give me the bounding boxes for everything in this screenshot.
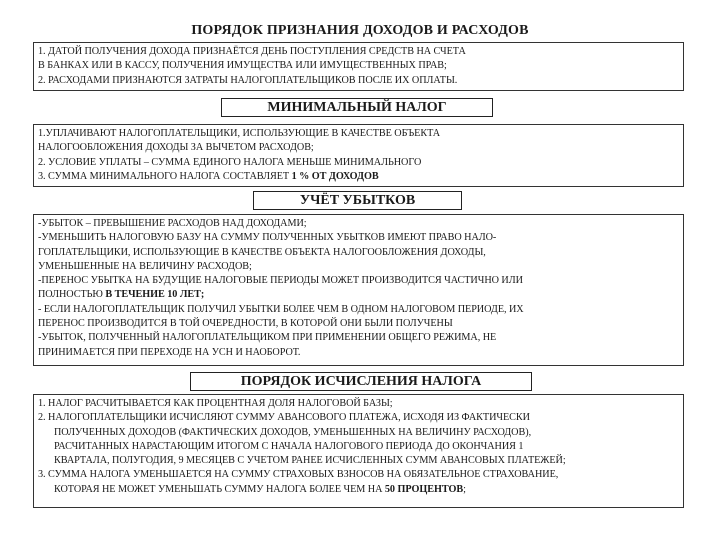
text-line: 1. ДАТОЙ ПОЛУЧЕНИЯ ДОХОДА ПРИЗНАЁТСЯ ДЕНЬ ПОСТУПЛЕНИЯ СРЕДСТВ НА СЧЕТА — [38, 46, 466, 57]
text-line: НАЛОГООБЛОЖЕНИЯ ДОХОДЫ ЗА ВЫЧЕТОМ РАСХОДОВ; — [38, 142, 314, 154]
text-line: В БАНКАХ ИЛИ В КАССУ, ПОЛУЧЕНИЯ ИМУЩЕСТВА ИЛИ ИМУЩЕСТВЕННЫХ ПРАВ; — [38, 60, 447, 72]
text-line: 3. СУММА НАЛОГА УМЕНЬШАЕТСЯ НА СУММУ СТРАХОВЫХ ВЗНОСОВ НА ОБЯЗАТЕЛЬНОЕ СТРАХОВАНИЕ, — [38, 469, 559, 481]
text-fragment: 3. СУММА МИНИМАЛЬНОГО НАЛОГА СОСТАВЛЯЕТ — [38, 170, 292, 182]
emphasis-text: 1 % ОТ ДОХОДОВ — [291, 170, 379, 182]
text-line: -УБЫТОК – ПРЕВЫШЕНИЕ РАСХОДОВ НАД ДОХОДАМИ; — [38, 218, 307, 229]
minimum-tax-box — [33, 124, 684, 187]
section-title-tax-calculation: ПОРЯДОК ИСЧИСЛЕНИЯ НАЛОГА — [190, 372, 532, 391]
tax-calculation-box — [33, 394, 684, 508]
section-title-income-expense: ПОРЯДОК ПРИЗНАНИЯ ДОХОДОВ И РАСХОДОВ — [191, 23, 529, 38]
text-fragment: ПОЛНОСТЬЮ — [38, 289, 106, 301]
text-fragment: КОТОРАЯ НЕ МОЖЕТ УМЕНЬШАТЬ СУММУ НАЛОГА БОЛЕЕ ЧЕМ НА — [54, 483, 385, 495]
losses-box — [33, 214, 684, 366]
section-title-losses: УЧЁТ УБЫТКОВ — [253, 191, 462, 210]
text-line: - ЕСЛИ НАЛОГОПЛАТЕЛЬЩИК ПОЛУЧИЛ УБЫТКИ БОЛЕЕ ЧЕМ В ОДНОМ НАЛОГОВОМ ПЕРИОДЕ, ИХ — [38, 303, 524, 315]
text-line — [38, 170, 679, 184]
text-line: ПОЛУЧЕННЫХ ДОХОДОВ (ФАКТИЧЕСКИХ ДОХОДОВ, УМЕНЬШЕННЫХ НА ВЕЛИЧИНУ РАСХОДОВ), — [54, 426, 532, 438]
section-title-minimum-tax: МИНИМАЛЬНЫЙ НАЛОГ — [221, 98, 493, 117]
text-line: ПРИНИМАЕТСЯ ПРИ ПЕРЕХОДЕ НА УСН И НАОБОРОТ. — [38, 346, 301, 358]
text-fragment: ; — [463, 483, 466, 495]
text-line: ГОПЛАТЕЛЬЩИКИ, ИСПОЛЬЗУЮЩИЕ В КАЧЕСТВЕ ОБЪЕКТА НАЛОГООБЛОЖЕНИЯ ДОХОДЫ, — [38, 246, 486, 258]
text-line — [38, 288, 679, 302]
emphasis-text: 50 ПРОЦЕНТОВ — [384, 483, 464, 495]
text-line: 1. НАЛОГ РАСЧИТЫВАЕТСЯ КАК ПРОЦЕНТНАЯ ДОЛЯ НАЛОГОВОЙ БАЗЫ; — [38, 398, 393, 409]
text-line: -ПЕРЕНОС УБЫТКА НА БУДУЩИЕ НАЛОГОВЫЕ ПЕРИОДЫ МОЖЕТ ПРОИЗВОДИТСЯ ЧАСТИЧНО ИЛИ — [38, 275, 523, 287]
emphasis-text: В ТЕЧЕНИЕ 10 ЛЕТ; — [105, 289, 205, 301]
income-expense-box — [33, 42, 684, 91]
text-line: УМЕНЬШЕННЫЕ НА ВЕЛИЧИНУ РАСХОДОВ; — [38, 260, 252, 272]
text-line: 2. УСЛОВИЕ УПЛАТЫ – СУММА ЕДИНОГО НАЛОГА МЕНЬШЕ МИНИМАЛЬНОГО — [38, 156, 422, 168]
text-line — [38, 483, 679, 497]
text-line: ПЕРЕНОС ПРОИЗВОДИТСЯ В ТОЙ ОЧЕРЕДНОСТИ, В КОТОРОЙ ОНИ БЫЛИ ПОЛУЧЕНЫ — [38, 318, 453, 330]
text-line: КВАРТАЛА, ПОЛУГОДИЯ, 9 МЕСЯЦЕВ С УЧЕТОМ РАНЕЕ ИСЧИСЛЕННЫХ СУММ АВАНСОВЫХ ПЛАТЕЖЕЙ; — [54, 455, 566, 467]
text-line: -УБЫТОК, ПОЛУЧЕННЫЙ НАЛОГОПЛАТЕЛЬЩИКОМ ПРИ ПРИМЕНЕНИИ ОБЩЕГО РЕЖИМА, НЕ — [38, 332, 497, 344]
text-line: 2. РАСХОДАМИ ПРИЗНАЮТСЯ ЗАТРАТЫ НАЛОГОПЛАТЕЛЬЩИКОВ ПОСЛЕ ИХ ОПЛАТЫ. — [38, 74, 458, 86]
text-line: 1.УПЛАЧИВАЮТ НАЛОГОПЛАТЕЛЬЩИКИ, ИСПОЛЬЗУЮЩИЕ В КАЧЕСТВЕ ОБЪЕКТА — [38, 128, 441, 139]
text-line: 2. НАЛОГОПЛАТЕЛЬЩИКИ ИСЧИСЛЯЮТ СУММУ АВАНСОВОГО ПЛАТЕЖА, ИСХОДЯ ИЗ ФАКТИЧЕСКИ — [38, 412, 530, 424]
text-line: -УМЕНЬШИТЬ НАЛОГОВУЮ БАЗУ НА СУММУ ПОЛУЧЕННЫХ УБЫТКОВ ИМЕЮТ ПРАВО НАЛО- — [38, 232, 497, 244]
text-line: РАСЧИТАННЫХ НАРАСТАЮЩИМ ИТОГОМ С НАЧАЛА НАЛОГОВОГО ПЕРИОДА ДО ОКОНЧАНИЯ 1 — [54, 440, 524, 452]
